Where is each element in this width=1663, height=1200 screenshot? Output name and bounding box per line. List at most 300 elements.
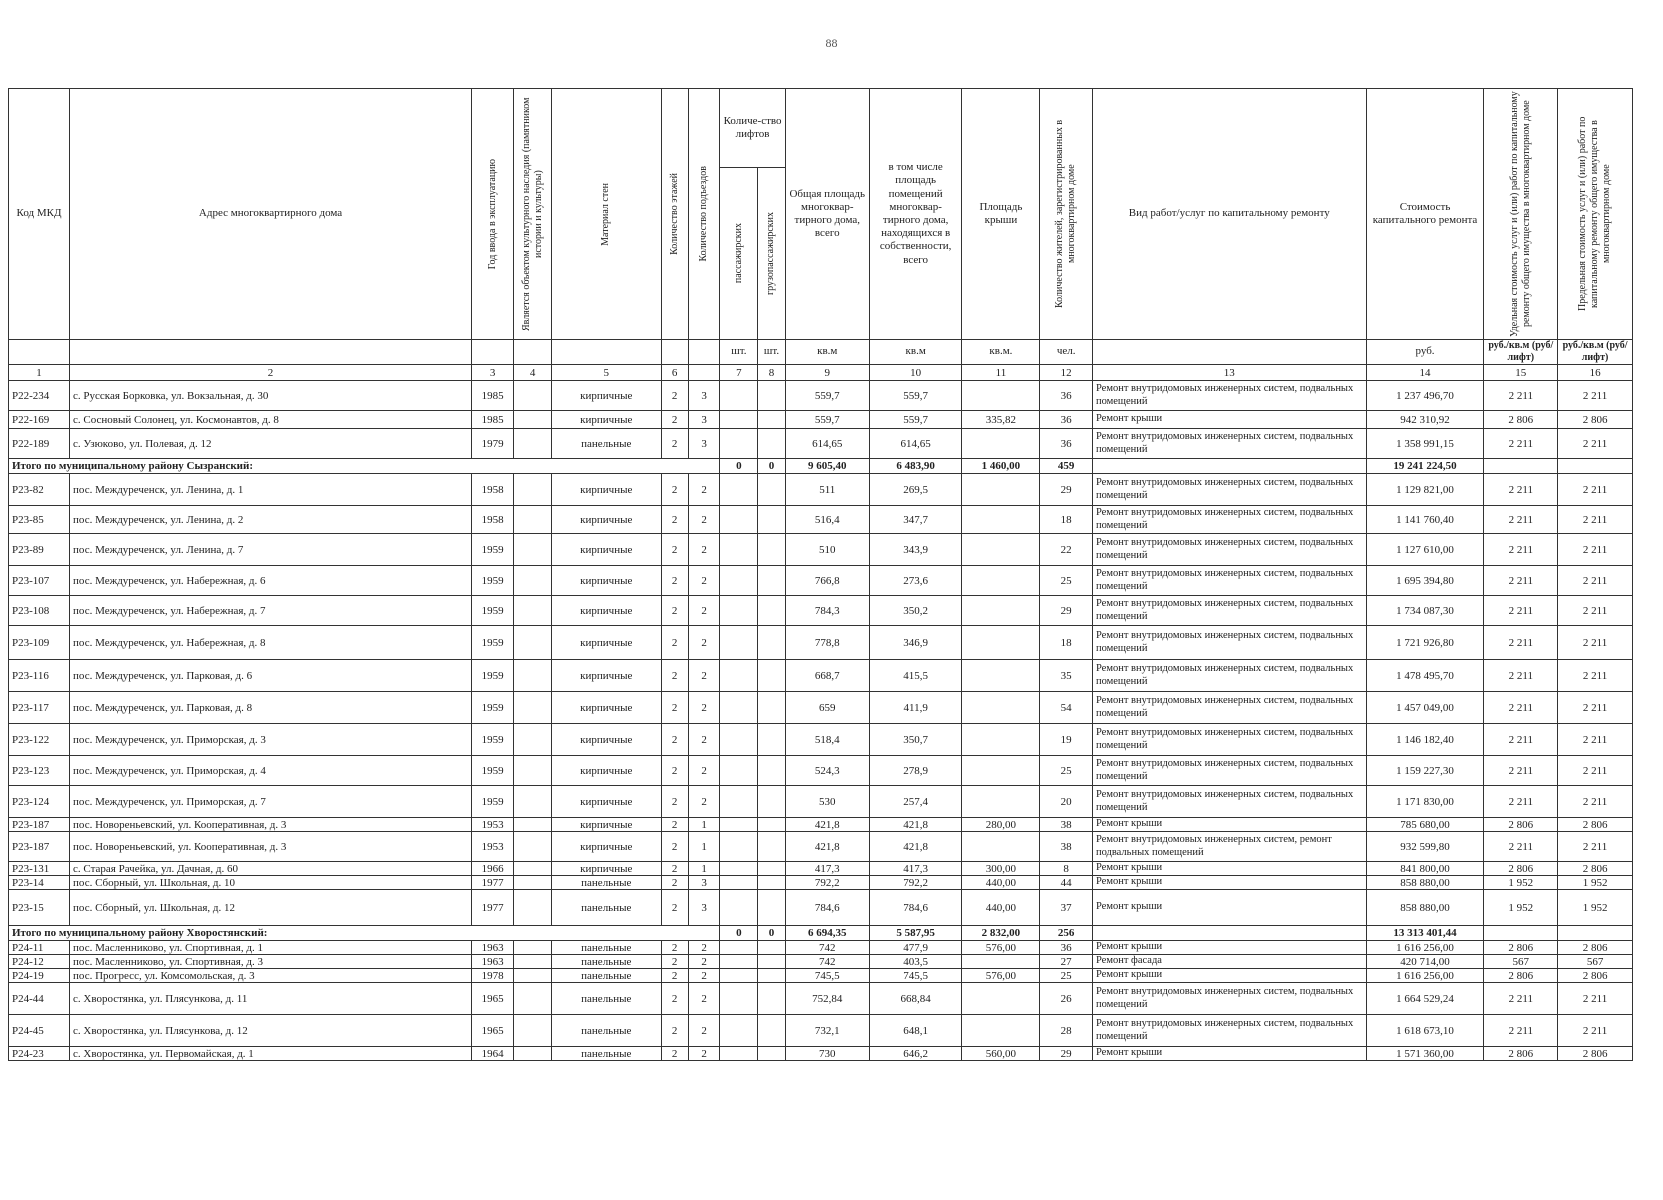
row-limit-cost: 2 806 (1558, 941, 1633, 955)
row-address: с. Русская Борковка, ул. Вокзальная, д. 30 (70, 381, 472, 411)
unit-passenger: шт. (720, 340, 758, 365)
row-passenger-lifts (720, 692, 758, 724)
row-entrances: 2 (688, 626, 720, 660)
row-code: Р24-44 (9, 983, 70, 1015)
row-address: пос. Междуреченск, ул. Приморская, д. 4 (70, 756, 472, 786)
row-freight-lifts (758, 786, 785, 818)
row-owned-area: 257,4 (869, 786, 962, 818)
row-freight-lifts (758, 832, 785, 862)
header-year-label: Год ввода в эксплуатацию (486, 158, 498, 270)
row-owned-area: 745,5 (869, 969, 962, 983)
header-work-type: Вид работ/услуг по капитальному ремонту (1092, 89, 1366, 340)
row-limit-cost: 2 211 (1558, 983, 1633, 1015)
row-work-type: Ремонт внутридомовых инженерных систем, подвальных помещений (1092, 626, 1366, 660)
table-row (9, 724, 1633, 756)
row-roof-area (962, 786, 1040, 818)
row-residents: 19 (1040, 724, 1093, 756)
row-total-area: 559,7 (785, 381, 869, 411)
row-total-area: 730 (785, 1047, 869, 1061)
header-floors-label: Количество этажей (668, 173, 680, 255)
row-entrances: 2 (688, 660, 720, 692)
header-heritage (514, 89, 552, 340)
row-total-area: 778,8 (785, 626, 869, 660)
row-total-area: 659 (785, 692, 869, 724)
row-total-area: 784,6 (785, 890, 869, 926)
row-year: 1959 (472, 534, 514, 566)
row-material: панельные (552, 955, 661, 969)
row-owned-area: 784,6 (869, 890, 962, 926)
row-heritage (514, 692, 552, 724)
total-residents: 256 (1040, 926, 1093, 941)
row-cost: 1 457 049,00 (1366, 692, 1484, 724)
row-unit-cost: 2 211 (1484, 566, 1558, 596)
row-passenger-lifts (720, 411, 758, 429)
row-work-type: Ремонт внутридомовых инженерных систем, подвальных помещений (1092, 724, 1366, 756)
table-row (9, 1015, 1633, 1047)
row-material: кирпичные (552, 506, 661, 534)
row-address: пос. Междуреченск, ул. Ленина, д. 2 (70, 506, 472, 534)
row-material: кирпичные (552, 756, 661, 786)
row-total-area: 668,7 (785, 660, 869, 692)
row-unit-cost: 2 806 (1484, 818, 1558, 832)
row-passenger-lifts (720, 890, 758, 926)
row-freight-lifts (758, 596, 785, 626)
table-row (9, 862, 1633, 876)
total-empty (1558, 926, 1633, 941)
row-address: с. Хворостянка, ул. Плясункова, д. 11 (70, 983, 472, 1015)
row-owned-area: 347,7 (869, 506, 962, 534)
row-roof-area (962, 381, 1040, 411)
row-code: Р23-89 (9, 534, 70, 566)
row-residents: 38 (1040, 818, 1093, 832)
row-total-area: 530 (785, 786, 869, 818)
row-passenger-lifts (720, 818, 758, 832)
row-roof-area: 335,82 (962, 411, 1040, 429)
header-passenger-lifts (720, 167, 758, 339)
row-passenger-lifts (720, 596, 758, 626)
row-limit-cost: 2 211 (1558, 381, 1633, 411)
row-entrances: 2 (688, 474, 720, 506)
row-work-type: Ремонт внутридомовых инженерных систем, подвальных помещений (1092, 1015, 1366, 1047)
column-numbers-row (9, 365, 1633, 381)
row-roof-area (962, 660, 1040, 692)
row-total-area: 516,4 (785, 506, 869, 534)
table-row (9, 786, 1633, 818)
row-entrances: 2 (688, 969, 720, 983)
page-number: 88 (825, 36, 838, 50)
row-roof-area (962, 429, 1040, 459)
row-material: кирпичные (552, 692, 661, 724)
row-material: кирпичные (552, 724, 661, 756)
row-freight-lifts (758, 534, 785, 566)
header-limit-cost (1558, 89, 1633, 340)
row-limit-cost: 1 952 (1558, 876, 1633, 890)
row-freight-lifts (758, 429, 785, 459)
unit-cell (1092, 340, 1366, 365)
row-year: 1966 (472, 862, 514, 876)
table-row (9, 941, 1633, 955)
row-roof-area (962, 955, 1040, 969)
unit-cost: руб. (1366, 340, 1484, 365)
row-address: с. Хворостянка, ул. Плясункова, д. 12 (70, 1015, 472, 1047)
row-passenger-lifts (720, 381, 758, 411)
row-freight-lifts (758, 941, 785, 955)
row-freight-lifts (758, 724, 785, 756)
row-unit-cost: 2 806 (1484, 411, 1558, 429)
unit-owned-area: кв.м (869, 340, 962, 365)
row-heritage (514, 534, 552, 566)
row-unit-cost: 2 211 (1484, 692, 1558, 724)
row-freight-lifts (758, 818, 785, 832)
row-owned-area: 403,5 (869, 955, 962, 969)
capital-repair-table (8, 88, 1633, 1061)
header-residents (1040, 89, 1093, 340)
unit-cell (661, 340, 688, 365)
row-freight-lifts (758, 381, 785, 411)
row-address: пос. Сборный, ул. Школьная, д. 12 (70, 890, 472, 926)
units-row (9, 340, 1633, 365)
row-unit-cost: 2 806 (1484, 862, 1558, 876)
row-owned-area: 792,2 (869, 876, 962, 890)
row-address: пос. Междуреченск, ул. Ленина, д. 7 (70, 534, 472, 566)
row-roof-area: 560,00 (962, 1047, 1040, 1061)
total-cost: 13 313 401,44 (1366, 926, 1484, 941)
total-freight-lifts: 0 (758, 926, 785, 941)
unit-limit-cost: руб./кв.м (руб/лифт) (1558, 340, 1633, 365)
row-passenger-lifts (720, 506, 758, 534)
header-roof-area: Площадь крыши (962, 89, 1040, 340)
column-number: 3 (472, 365, 514, 381)
row-code: Р22-234 (9, 381, 70, 411)
row-heritage (514, 983, 552, 1015)
row-heritage (514, 786, 552, 818)
row-year: 1963 (472, 941, 514, 955)
row-address: с. Узюково, ул. Полевая, д. 12 (70, 429, 472, 459)
row-total-area: 614,65 (785, 429, 869, 459)
row-unit-cost: 2 211 (1484, 724, 1558, 756)
header-passenger-lifts-label: пассажирских (732, 223, 744, 284)
row-total-area: 732,1 (785, 1015, 869, 1047)
row-heritage (514, 660, 552, 692)
row-residents: 18 (1040, 506, 1093, 534)
table-row (9, 983, 1633, 1015)
table-header (9, 89, 1633, 381)
row-freight-lifts (758, 566, 785, 596)
row-year: 1959 (472, 626, 514, 660)
row-owned-area: 648,1 (869, 1015, 962, 1047)
row-limit-cost: 2 211 (1558, 724, 1633, 756)
unit-cell (552, 340, 661, 365)
header-freight-lifts-label: грузопассажирских (765, 211, 777, 295)
row-code: Р23-15 (9, 890, 70, 926)
row-unit-cost: 2 211 (1484, 429, 1558, 459)
table-row (9, 474, 1633, 506)
row-owned-area: 415,5 (869, 660, 962, 692)
row-residents: 35 (1040, 660, 1093, 692)
table-row (9, 660, 1633, 692)
row-residents: 29 (1040, 474, 1093, 506)
column-number: 7 (720, 365, 758, 381)
row-roof-area (962, 596, 1040, 626)
row-year: 1959 (472, 724, 514, 756)
row-year: 1964 (472, 1047, 514, 1061)
row-cost: 785 680,00 (1366, 818, 1484, 832)
row-address: с. Старая Рачейка, ул. Дачная, д. 60 (70, 862, 472, 876)
table-row (9, 832, 1633, 862)
row-work-type: Ремонт крыши (1092, 876, 1366, 890)
row-address: пос. Междуреченск, ул. Парковая, д. 6 (70, 660, 472, 692)
row-passenger-lifts (720, 1047, 758, 1061)
row-roof-area (962, 534, 1040, 566)
row-entrances: 3 (688, 429, 720, 459)
row-address: пос. Междуреченск, ул. Набережная, д. 8 (70, 626, 472, 660)
row-passenger-lifts (720, 955, 758, 969)
row-limit-cost: 2 211 (1558, 756, 1633, 786)
row-heritage (514, 626, 552, 660)
row-limit-cost: 2 806 (1558, 1047, 1633, 1061)
row-limit-cost: 2 806 (1558, 862, 1633, 876)
row-cost: 1 571 360,00 (1366, 1047, 1484, 1061)
unit-unit-cost: руб./кв.м (руб/лифт) (1484, 340, 1558, 365)
row-passenger-lifts (720, 756, 758, 786)
total-label: Итого по муниципальному району Хворостянский: (9, 926, 720, 941)
row-address: пос. Междуреченск, ул. Набережная, д. 7 (70, 596, 472, 626)
row-material: панельные (552, 941, 661, 955)
row-work-type: Ремонт внутридомовых инженерных систем, ремонт подвальных помещений (1092, 832, 1366, 862)
row-residents: 25 (1040, 566, 1093, 596)
row-material: кирпичные (552, 474, 661, 506)
row-address: с. Хворостянка, ул. Первомайская, д. 1 (70, 1047, 472, 1061)
row-freight-lifts (758, 692, 785, 724)
row-owned-area: 411,9 (869, 692, 962, 724)
header-code: Код МКД (9, 89, 70, 340)
row-cost: 858 880,00 (1366, 890, 1484, 926)
row-year: 1963 (472, 955, 514, 969)
row-cost: 1 618 673,10 (1366, 1015, 1484, 1047)
row-cost: 1 616 256,00 (1366, 941, 1484, 955)
row-total-area: 752,84 (785, 983, 869, 1015)
row-residents: 38 (1040, 832, 1093, 862)
total-passenger-lifts: 0 (720, 459, 758, 474)
row-residents: 36 (1040, 941, 1093, 955)
row-heritage (514, 818, 552, 832)
row-code: Р22-169 (9, 411, 70, 429)
table-row (9, 411, 1633, 429)
row-address: пос. Новореньевский, ул. Кооперативная, д. 3 (70, 818, 472, 832)
row-year: 1985 (472, 411, 514, 429)
row-floors: 2 (661, 429, 688, 459)
row-unit-cost: 1 952 (1484, 890, 1558, 926)
row-entrances: 2 (688, 756, 720, 786)
row-owned-area: 343,9 (869, 534, 962, 566)
row-residents: 54 (1040, 692, 1093, 724)
row-address: пос. Сборный, ул. Школьная, д. 10 (70, 876, 472, 890)
row-residents: 44 (1040, 876, 1093, 890)
row-passenger-lifts (720, 474, 758, 506)
row-freight-lifts (758, 955, 785, 969)
row-freight-lifts (758, 1047, 785, 1061)
table-row (9, 818, 1633, 832)
row-total-area: 417,3 (785, 862, 869, 876)
row-address: пос. Междуреченск, ул. Парковая, д. 8 (70, 692, 472, 724)
row-work-type: Ремонт крыши (1092, 969, 1366, 983)
row-heritage (514, 429, 552, 459)
total-passenger-lifts: 0 (720, 926, 758, 941)
row-passenger-lifts (720, 429, 758, 459)
row-heritage (514, 506, 552, 534)
row-code: Р24-11 (9, 941, 70, 955)
row-cost: 420 714,00 (1366, 955, 1484, 969)
row-total-area: 784,3 (785, 596, 869, 626)
row-cost: 1 721 926,80 (1366, 626, 1484, 660)
row-code: Р23-108 (9, 596, 70, 626)
row-floors: 2 (661, 786, 688, 818)
column-number: 11 (962, 365, 1040, 381)
total-owned-area: 5 587,95 (869, 926, 962, 941)
row-address: пос. Новореньевский, ул. Кооперативная, д. 3 (70, 832, 472, 862)
row-code: Р24-23 (9, 1047, 70, 1061)
row-unit-cost: 2 806 (1484, 941, 1558, 955)
row-roof-area (962, 724, 1040, 756)
row-heritage (514, 862, 552, 876)
row-total-area: 742 (785, 955, 869, 969)
row-total-area: 766,8 (785, 566, 869, 596)
header-unit-cost (1484, 89, 1558, 340)
row-entrances: 1 (688, 818, 720, 832)
row-cost: 1 129 821,00 (1366, 474, 1484, 506)
row-year: 1959 (472, 786, 514, 818)
unit-cell (70, 340, 472, 365)
total-area: 6 694,35 (785, 926, 869, 941)
row-material: панельные (552, 1047, 661, 1061)
total-cost: 19 241 224,50 (1366, 459, 1484, 474)
row-roof-area: 440,00 (962, 890, 1040, 926)
row-work-type: Ремонт внутридомовых инженерных систем, подвальных помещений (1092, 983, 1366, 1015)
row-residents: 29 (1040, 596, 1093, 626)
total-empty (1092, 459, 1366, 474)
row-residents: 36 (1040, 411, 1093, 429)
row-passenger-lifts (720, 566, 758, 596)
row-work-type: Ремонт внутридомовых инженерных систем, подвальных помещений (1092, 381, 1366, 411)
row-passenger-lifts (720, 626, 758, 660)
row-unit-cost: 2 211 (1484, 786, 1558, 818)
row-residents: 26 (1040, 983, 1093, 1015)
row-year: 1977 (472, 890, 514, 926)
column-number: 16 (1558, 365, 1633, 381)
row-cost: 1 695 394,80 (1366, 566, 1484, 596)
row-total-area: 742 (785, 941, 869, 955)
row-heritage (514, 1015, 552, 1047)
row-code: Р24-12 (9, 955, 70, 969)
row-work-type: Ремонт крыши (1092, 941, 1366, 955)
row-total-area: 511 (785, 474, 869, 506)
row-limit-cost: 2 806 (1558, 818, 1633, 832)
row-year: 1978 (472, 969, 514, 983)
row-floors: 2 (661, 1015, 688, 1047)
row-limit-cost: 2 806 (1558, 969, 1633, 983)
row-year: 1977 (472, 876, 514, 890)
row-entrances: 2 (688, 941, 720, 955)
row-total-area: 518,4 (785, 724, 869, 756)
row-address: пос. Междуреченск, ул. Набережная, д. 6 (70, 566, 472, 596)
row-limit-cost: 2 211 (1558, 786, 1633, 818)
total-roof-area: 2 832,00 (962, 926, 1040, 941)
row-material: кирпичные (552, 832, 661, 862)
row-owned-area: 273,6 (869, 566, 962, 596)
table-row (9, 626, 1633, 660)
row-passenger-lifts (720, 724, 758, 756)
row-work-type: Ремонт крыши (1092, 1047, 1366, 1061)
header-freight-lifts (758, 167, 785, 339)
row-passenger-lifts (720, 832, 758, 862)
unit-residents: чел. (1040, 340, 1093, 365)
row-floors: 2 (661, 474, 688, 506)
row-residents: 22 (1040, 534, 1093, 566)
row-work-type: Ремонт внутридомовых инженерных систем, подвальных помещений (1092, 786, 1366, 818)
row-address: пос. Междуреченск, ул. Приморская, д. 7 (70, 786, 472, 818)
header-material-label: Материал стен (600, 182, 612, 246)
row-floors: 2 (661, 876, 688, 890)
row-total-area: 510 (785, 534, 869, 566)
row-residents: 8 (1040, 862, 1093, 876)
row-freight-lifts (758, 756, 785, 786)
row-unit-cost: 2 211 (1484, 832, 1558, 862)
row-heritage (514, 474, 552, 506)
row-entrances: 2 (688, 955, 720, 969)
table-row (9, 692, 1633, 724)
row-work-type: Ремонт внутридомовых инженерных систем, подвальных помещений (1092, 660, 1366, 692)
row-entrances: 2 (688, 983, 720, 1015)
row-owned-area: 614,65 (869, 429, 962, 459)
row-limit-cost: 2 211 (1558, 660, 1633, 692)
row-floors: 2 (661, 411, 688, 429)
row-heritage (514, 411, 552, 429)
row-owned-area: 646,2 (869, 1047, 962, 1061)
row-cost: 1 734 087,30 (1366, 596, 1484, 626)
row-cost: 932 599,80 (1366, 832, 1484, 862)
total-empty (1484, 926, 1558, 941)
row-year: 1965 (472, 983, 514, 1015)
header-limit-cost-label: Предельная стоимость услуг и (или) работ по капитальному ремонту общего имущества в многоквартирном доме (1577, 116, 1613, 312)
row-cost: 841 800,00 (1366, 862, 1484, 876)
row-passenger-lifts (720, 941, 758, 955)
row-cost: 1 171 830,00 (1366, 786, 1484, 818)
row-year: 1965 (472, 1015, 514, 1047)
table-row (9, 506, 1633, 534)
unit-total-area: кв.м (785, 340, 869, 365)
header-heritage-label: Является объектом культурного наследия (памятником истории и культуры) (520, 97, 544, 331)
row-material: панельные (552, 969, 661, 983)
row-entrances: 2 (688, 786, 720, 818)
total-empty (1558, 459, 1633, 474)
row-roof-area (962, 626, 1040, 660)
row-roof-area (962, 474, 1040, 506)
row-passenger-lifts (720, 534, 758, 566)
header-residents-label: Количество жителей, зарегистрированных в многоквартирном доме (1054, 119, 1078, 309)
row-passenger-lifts (720, 876, 758, 890)
row-material: кирпичные (552, 818, 661, 832)
row-work-type: Ремонт внутридомовых инженерных систем, подвальных помещений (1092, 692, 1366, 724)
table-row (9, 534, 1633, 566)
row-passenger-lifts (720, 969, 758, 983)
row-total-area: 745,5 (785, 969, 869, 983)
row-unit-cost: 1 952 (1484, 876, 1558, 890)
header-total-area: Общая площадь многоквар-тирного дома, всего (785, 89, 869, 340)
total-empty (1484, 459, 1558, 474)
row-material: кирпичные (552, 786, 661, 818)
row-code: Р23-14 (9, 876, 70, 890)
row-entrances: 2 (688, 1015, 720, 1047)
